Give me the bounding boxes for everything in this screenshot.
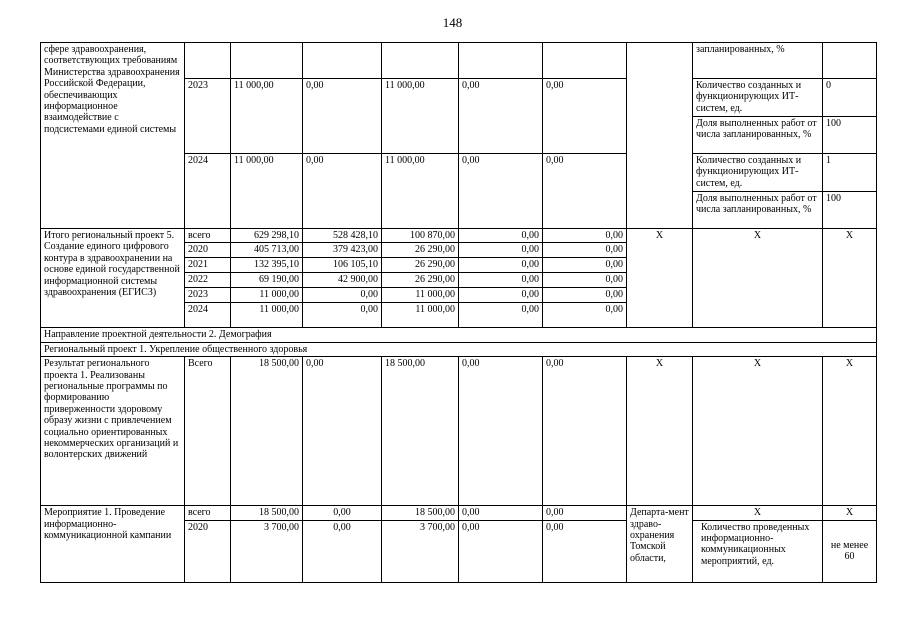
year-cell: 2020: [185, 243, 231, 258]
amount-federal: 0,00: [303, 79, 382, 154]
project-heading: Региональный проект 1. Укрепление общественного здоровья: [41, 342, 877, 356]
amount-municipal: 0,00: [459, 288, 543, 303]
amount-federal: 0,00: [303, 520, 382, 582]
year-cell: 2022: [185, 273, 231, 288]
indicator-value: не менее 60: [823, 520, 877, 582]
amount-federal: 0,00: [303, 288, 382, 303]
amount-municipal: 0,00: [459, 154, 543, 229]
amount-municipal: 0,00: [459, 79, 543, 154]
page-number: 148: [442, 15, 463, 30]
table-row: [41, 229, 877, 243]
indicator-cell: запланированных, %: [693, 43, 823, 79]
amount-other: 0,00: [543, 288, 627, 303]
table-row: [41, 357, 877, 506]
executor-cell: Департа-мент здраво-охранения Томской области,: [627, 506, 693, 582]
amount-other: 0,00: [543, 79, 627, 154]
indicator-cell: Доля выполненных работ от числа запланированных, %: [693, 117, 823, 154]
year-cell: 2024: [185, 154, 231, 229]
amount-other: 0,00: [543, 243, 627, 258]
year-cell: 2020: [185, 520, 231, 582]
amount-municipal: 0,00: [459, 520, 543, 582]
indicator-value: 1: [823, 154, 877, 192]
amount-other: 0,00: [543, 258, 627, 273]
amount-total: 405 713,00: [231, 243, 303, 258]
amount-municipal: 0,00: [459, 229, 543, 243]
amount-federal: 0,00: [303, 303, 382, 328]
amount-municipal: 0,00: [459, 243, 543, 258]
amount-municipal: 0,00: [459, 303, 543, 328]
amount-regional: 11 000,00: [382, 288, 459, 303]
amount-regional: 26 290,00: [382, 273, 459, 288]
amount-municipal: 0,00: [459, 357, 543, 506]
indicator-cell: Количество созданных и функционирующих ИТ-систем, ед.: [693, 154, 823, 192]
table-row: [41, 342, 877, 356]
amount-other: 0,00: [543, 506, 627, 520]
amount-total: 629 298,10: [231, 229, 303, 243]
year-cell: 2024: [185, 303, 231, 328]
table-row: [41, 506, 877, 520]
indicator-cell: Х: [693, 229, 823, 328]
amount-federal: 379 423,00: [303, 243, 382, 258]
amount-regional: 18 500,00: [382, 506, 459, 520]
amount-total: 11 000,00: [231, 303, 303, 328]
amount-regional: 26 290,00: [382, 243, 459, 258]
amount-regional: 100 870,00: [382, 229, 459, 243]
amount-federal: 0,00: [303, 357, 382, 506]
program-table: [40, 42, 877, 583]
item-name: Мероприятие 1. Проведение информационно-коммуникационной кампании: [41, 506, 185, 582]
amount-federal: 42 900,00: [303, 273, 382, 288]
indicator-value: Х: [823, 229, 877, 328]
direction-heading: Направление проектной деятельности 2. Демография: [41, 328, 877, 342]
amount-federal: 0,00: [303, 154, 382, 229]
indicator-cell: Количество проведенных информационно-коммуникационных мероприятий, ед.: [693, 520, 823, 582]
amount-other: 0,00: [543, 229, 627, 243]
amount-other: 0,00: [543, 520, 627, 582]
executor-cell: Х: [627, 229, 693, 328]
indicator-value: Х: [823, 357, 877, 506]
amount-other: 0,00: [543, 303, 627, 328]
amount-total: 18 500,00: [231, 357, 303, 506]
amount-other: 0,00: [543, 357, 627, 506]
indicator-value: 100: [823, 117, 877, 154]
amount-municipal: 0,00: [459, 258, 543, 273]
amount-federal: 528 428,10: [303, 229, 382, 243]
item-name: Итого региональный проект 5. Создание единого цифрового контура в здравоохранении на основе единой государственной информационной системы здравоохранения (ЕГИСЗ): [41, 229, 185, 328]
table-row: [41, 328, 877, 342]
year-cell: всего: [185, 229, 231, 243]
amount-other: 0,00: [543, 154, 627, 229]
indicator-value: 100: [823, 192, 877, 229]
amount-federal: 0,00: [303, 506, 382, 520]
year-cell: 2021: [185, 258, 231, 273]
indicator-cell: Количество созданных и функционирующих ИТ-систем, ед.: [693, 79, 823, 117]
amount-total: 11 000,00: [231, 154, 303, 229]
item-name: Результат регионального проекта 1. Реализованы региональные программы по формированию приверженности здоровому образу жизни с привлечением социально ориентированных некоммерческих организаций и волонтерских движений: [41, 357, 185, 506]
amount-total: 69 190,00: [231, 273, 303, 288]
amount-total: 3 700,00: [231, 520, 303, 582]
amount-total: 132 395,10: [231, 258, 303, 273]
table-row: [41, 43, 877, 79]
executor-cell: [627, 43, 693, 229]
amount-total: 11 000,00: [231, 79, 303, 154]
indicator-value: 0: [823, 79, 877, 117]
amount-total: 11 000,00: [231, 288, 303, 303]
year-cell: 2023: [185, 79, 231, 154]
amount-regional: 18 500,00: [382, 357, 459, 506]
amount-municipal: 0,00: [459, 506, 543, 520]
amount-total: 18 500,00: [231, 506, 303, 520]
amount-municipal: 0,00: [459, 273, 543, 288]
year-cell: всего: [185, 506, 231, 520]
year-cell: Всего: [185, 357, 231, 506]
indicator-value: Х: [823, 506, 877, 520]
amount-regional: 11 000,00: [382, 79, 459, 154]
executor-cell: Х: [627, 357, 693, 506]
item-name: сфере здравоохранения, соответствующих требованиям Министерства здравоохранения Российской Федерации, обеспечивающих информационное взаимодействие с подсистемами единой системы: [41, 43, 185, 229]
amount-federal: 106 105,10: [303, 258, 382, 273]
amount-other: 0,00: [543, 273, 627, 288]
indicator-cell: Х: [693, 506, 823, 520]
amount-regional: 11 000,00: [382, 303, 459, 328]
amount-regional: 3 700,00: [382, 520, 459, 582]
indicator-cell: Х: [693, 357, 823, 506]
amount-regional: 26 290,00: [382, 258, 459, 273]
indicator-cell: Доля выполненных работ от числа запланированных, %: [693, 192, 823, 229]
amount-regional: 11 000,00: [382, 154, 459, 229]
year-cell: 2023: [185, 288, 231, 303]
